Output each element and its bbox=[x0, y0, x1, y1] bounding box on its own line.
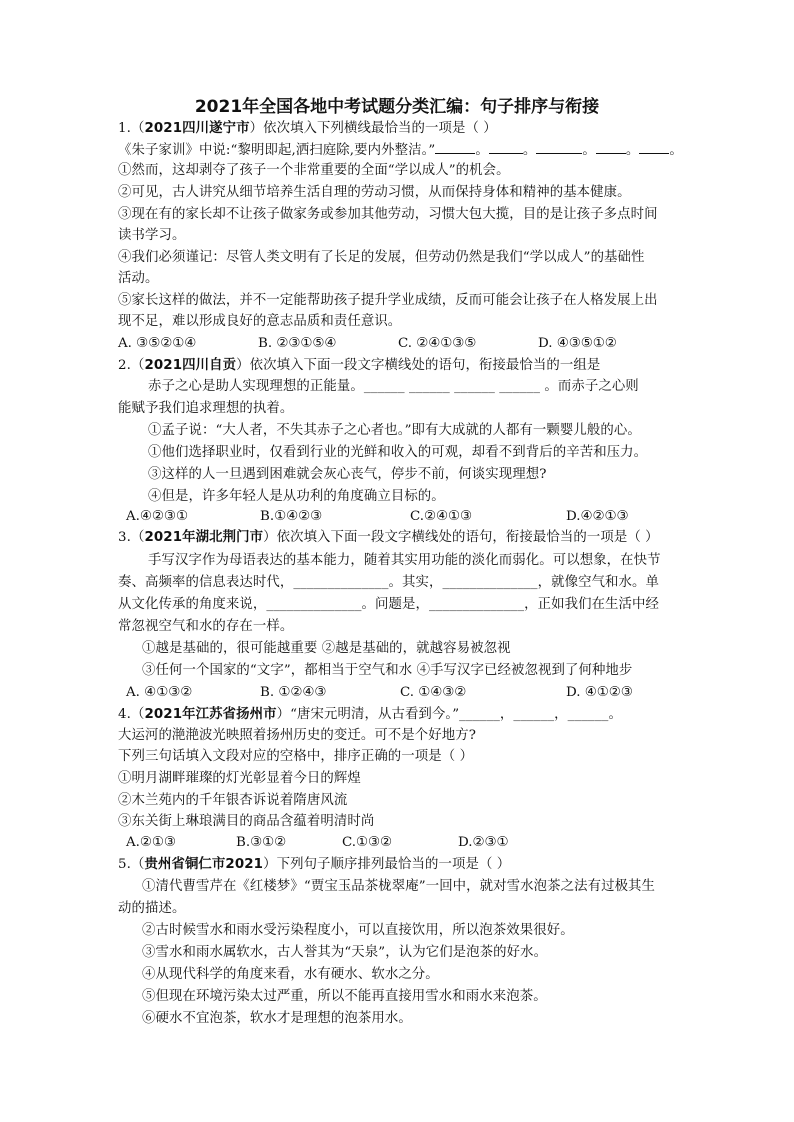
option-c[interactable]: C. ②④①③⑤ bbox=[398, 336, 477, 351]
option-c[interactable]: C. ①④③② bbox=[400, 685, 467, 700]
question-2-header bbox=[118, 357, 600, 375]
question-source: 贵州省铜仁市2021 bbox=[144, 857, 264, 872]
question-5-item: ⑤但现在环境污染太过严重，所以不能再直接用雪水和雨水来泡茶。 bbox=[142, 989, 547, 1004]
page-title: 2021年全国各地中考试题分类汇编：句子排序与衔接 bbox=[194, 97, 600, 117]
question-4-item: ①明月湖畔璀璨的灯光彰显着今日的辉煌 bbox=[118, 771, 361, 786]
question-5-header bbox=[118, 856, 510, 874]
question-stem: ）依次填入下列横线最恰当的一项是（ ） bbox=[249, 121, 497, 136]
question-source: 2021年湖北荆门市 bbox=[144, 530, 264, 545]
question-source: 2021年江苏省扬州市 bbox=[144, 707, 277, 722]
answer-blank[interactable] bbox=[639, 140, 669, 154]
option-a[interactable]: A.②①③ bbox=[126, 835, 176, 850]
option-c[interactable]: C.②④①③ bbox=[410, 509, 473, 524]
question-number: 2.（ bbox=[118, 358, 145, 373]
question-1-item: 现不足，难以形成良好的意志品质和责任意识。 bbox=[118, 314, 402, 329]
question-2-item: ①孟子说：“大人者，不失其赤子之心者也。”即有大成就的人都有一颗婴儿般的心。 bbox=[148, 423, 641, 438]
question-4-item: ③东关街上琳琅满目的商品含蕴着明清时尚 bbox=[118, 814, 375, 829]
quote-text: 《朱子家训》中说:“黎明即起,洒扫庭除,要内外整洁。” bbox=[118, 143, 436, 158]
answer-blank[interactable] bbox=[435, 140, 475, 154]
question-source: 2021四川自贡 bbox=[144, 358, 237, 373]
answer-blank[interactable] bbox=[596, 140, 626, 154]
option-b[interactable]: B.③①② bbox=[236, 835, 287, 850]
question-4-paragraph: 下列三句话填入文段对应的空格中，排序正确的一项是（ ） bbox=[118, 749, 474, 764]
question-1-header bbox=[118, 120, 497, 138]
question-3-paragraph: 手写汉字作为母语表达的基本能力，随着其实用功能的淡化而弱化。可以想象，在快节 bbox=[148, 553, 661, 568]
question-1-item: ①然而，这却剥夺了孩子一个非常重要的全面“学以成人”的机会。 bbox=[118, 163, 510, 178]
question-4-paragraph: 大运河的滟滟波光映照着扬州历史的变迁。可不是个好地方? bbox=[118, 728, 477, 743]
question-2-paragraph: 赤子之心是助人实现理想的正能量。______ ______ ______ ______ 。而赤子之心则 bbox=[148, 379, 639, 394]
question-number: 3.（ bbox=[118, 530, 145, 545]
question-1-quote: 《朱子家训》中说:“黎明即起,洒扫庭除,要内外整洁。” 。 。 。 。 。 bbox=[118, 140, 683, 160]
question-number: 4.（ bbox=[118, 707, 145, 722]
question-1-item: ⑤家长这样的做法，并不一定能帮助孩子提升学业成绩，反而可能会让孩子在人格发展上出 bbox=[118, 293, 658, 308]
option-d[interactable]: D. ④③⑤①② bbox=[538, 336, 617, 351]
question-stem: ）依次填入下面一段文字横线处的语句，衔接最恰当的一组是 bbox=[236, 358, 601, 373]
question-5-item: ①清代曹雪芹在《红楼梦》“贾宝玉品茶栊翠庵”一回中，就对雪水泡茶之法有过极其生 bbox=[142, 879, 656, 894]
question-2-item: ④但是，许多年轻人是从功利的角度确立目标的。 bbox=[148, 489, 445, 504]
question-1-item: 读书学习。 bbox=[118, 228, 186, 243]
question-5-item: 动的描述。 bbox=[118, 901, 186, 916]
question-5-item: ②古时候雪水和雨水受污染程度小，可以直接饮用，所以泡茶效果很好。 bbox=[142, 923, 574, 938]
option-d[interactable]: D.④②①③ bbox=[566, 509, 629, 524]
option-b[interactable]: B. ②③①⑤④ bbox=[258, 336, 337, 351]
question-stem: ）下列句子顺序排列最恰当的一项是（ ） bbox=[263, 857, 511, 872]
option-d[interactable]: D.②③① bbox=[458, 835, 509, 850]
question-3-paragraph: 从文化传承的角度来说，______________。问题是，______________，正如我们在生活中经 bbox=[118, 597, 660, 612]
question-source: 2021四川遂宁市 bbox=[144, 121, 250, 136]
question-4-header bbox=[118, 706, 622, 724]
option-a[interactable]: A.④②③① bbox=[126, 509, 188, 524]
option-b[interactable]: B.①④②③ bbox=[260, 509, 323, 524]
question-1-item: ④我们必须谨记：尽管人类文明有了长足的发展，但劳动仍然是我们“学以成人”的基础性 bbox=[118, 250, 645, 265]
question-4-item: ②木兰苑内的千年银杏诉说着隋唐风流 bbox=[118, 793, 348, 808]
question-2-item: ①他们选择职业时，仅看到行业的光鲜和收入的可观，却看不到背后的辛苦和压力。 bbox=[148, 445, 648, 460]
question-1-item: 活动。 bbox=[118, 271, 159, 286]
option-b[interactable]: B. ①②④③ bbox=[260, 685, 327, 700]
question-3-paragraph: 奏、高频率的信息表达时代，______________。其实，______________，就像空气和水。单 bbox=[118, 575, 660, 590]
question-number: 1.（ bbox=[118, 121, 145, 136]
answer-blank[interactable] bbox=[489, 140, 523, 154]
question-5-item: ④从现代科学的角度来看，水有硬水、软水之分。 bbox=[142, 967, 439, 982]
question-5-item: ③雪水和雨水属软水，古人誉其为“天泉”，认为它们是泡茶的好水。 bbox=[142, 945, 548, 960]
question-5-item: ⑥硬水不宜泡茶，软水才是理想的泡茶用水。 bbox=[142, 1011, 412, 1026]
question-3-item: ①越是基础的，很可能越重要 ②越是基础的，就越容易被忽视 bbox=[142, 641, 511, 656]
option-d[interactable]: D. ④①②③ bbox=[566, 685, 633, 700]
question-3-paragraph: 常忽视空气和水的存在一样。 bbox=[118, 619, 294, 634]
question-2-item: ③这样的人一旦遇到困难就会灰心丧气，停步不前，何谈实现理想? bbox=[148, 467, 547, 482]
question-3-header bbox=[118, 529, 659, 547]
question-stem: ）依次填入下面一段文字横线处的语句，衔接最恰当的一项是（ ） bbox=[263, 530, 659, 545]
question-1-item: ③现在有的家长却不让孩子做家务或参加其他劳动，习惯大包大揽，目的是让孩子多点时间 bbox=[118, 207, 658, 222]
answer-blank[interactable] bbox=[536, 140, 582, 154]
option-c[interactable]: C.①③② bbox=[342, 835, 393, 850]
question-2-paragraph: 能赋予我们追求理想的执着。 bbox=[118, 401, 294, 416]
question-stem: ）“唐宋元明清，从古看到今。”______，______，______。 bbox=[276, 707, 622, 722]
question-3-item: ③任何一个国家的“文字”，都相当于空气和水 ④手写汉字已经被忽视到了何种地步 bbox=[142, 663, 633, 678]
question-number: 5.（ bbox=[118, 857, 145, 872]
question-1-item: ②可见，古人讲究从细节培养生活自理的劳动习惯，从而保持身体和精神的基本健康。 bbox=[118, 185, 631, 200]
option-a[interactable]: A. ④①③② bbox=[126, 685, 193, 700]
option-a[interactable]: A. ③⑤②①④ bbox=[118, 336, 197, 351]
